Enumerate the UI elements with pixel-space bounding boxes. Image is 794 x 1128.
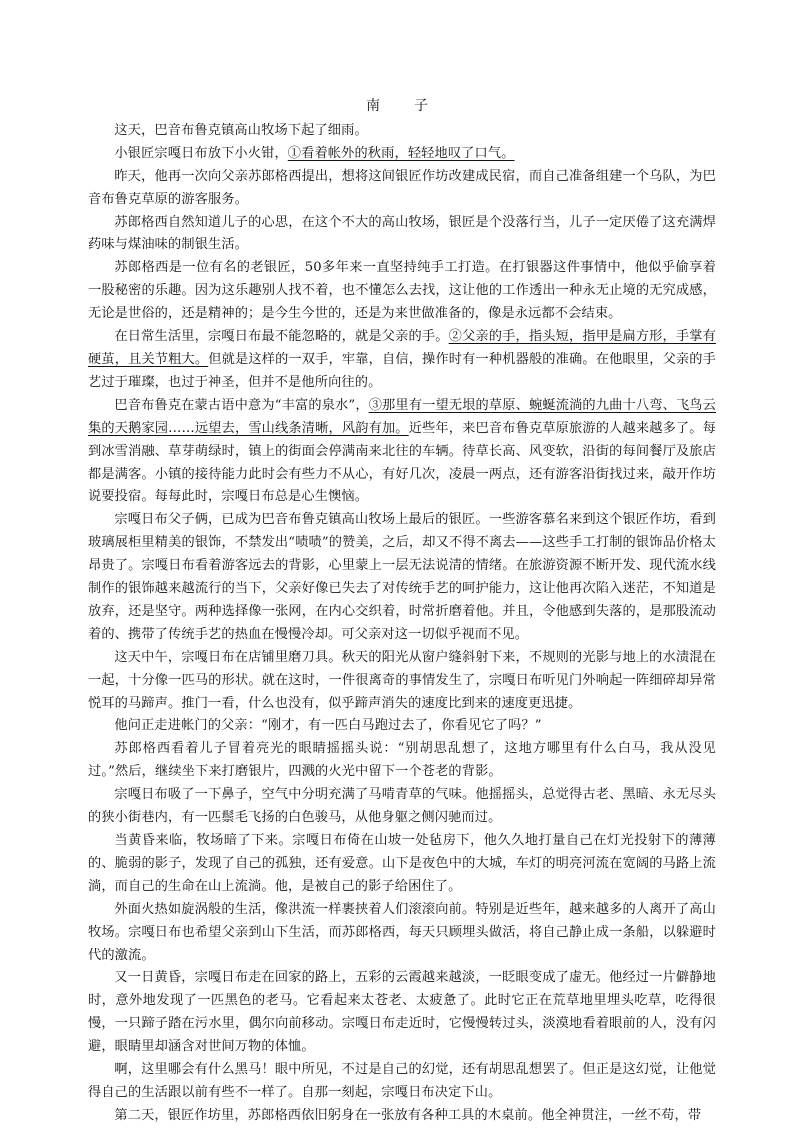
paragraph — [88, 257, 716, 326]
paragraph-text: 苏郎格西是一位有名的老银匠，50多年来一直坚持纯手工打造。在打银器这件事情中，他似乎偷享着一股秘密的乐趣。因为这乐趣别人找不着，也不懂怎么去找，这让他的工作透出一种永无止境的无究成感，无论是世俗的，还是精神的；是今生今世的，还是为来世做准备的，像是永远都不会结束。 — [88, 260, 716, 322]
paragraph — [88, 784, 716, 830]
paragraph-text: 近些年，来巴音布鲁克草原旅游的人越来越多了。每到冰雪消融、草芽萌绿时，镇上的街面会停满南来北往的车辆。待草长高、风变软，沿街的每间餐厅及旅店都是满客。小镇的接待能力此时会有些力不从心，有好几次，凌晨一两点，还有游客沿街找过来，敲开作坊说要投宿。每每此时，宗嘎日布总是心生懊恼。 — [88, 420, 716, 505]
paragraph-text: 第二天，银匠作坊里，苏郎格西依旧躬身在一张放有各种工具的木桌前。他全神贯注，一丝不苟，带 — [114, 1107, 702, 1123]
paragraph — [88, 326, 716, 395]
paragraph-text: 昨天，他再一次向父亲苏郎格西提出，想将这间银匠作坊改建成民宿，而自己准备组建一个乌队，为巴音布鲁克草原的游客服务。 — [88, 168, 716, 207]
paragraph — [88, 830, 716, 899]
paragraph — [88, 967, 716, 1059]
paragraph — [88, 647, 716, 716]
paragraph — [88, 212, 716, 258]
article-body — [88, 120, 716, 1128]
paragraph — [88, 1105, 716, 1128]
page-title: 南 子 — [366, 98, 438, 114]
document-page — [88, 95, 716, 1128]
paragraph-text: 这天，巴音布鲁克镇高山牧场下起了细雨。 — [114, 122, 368, 138]
paragraph — [88, 395, 716, 510]
paragraph-text: 在日常生活里，宗嘎日布最不能忽略的，就是父亲的手。 — [114, 329, 449, 345]
paragraph — [88, 1059, 716, 1105]
paragraph-text: 宗嘎日布父子俩，已成为巴音布鲁克镇高山牧场上最后的银匠。一些游客慕名来到这个银匠作坊，看到玻璃展柜里精美的银饰，不禁发出“啧啧”的赞美，之后，却又不得不离去——这些手工打制的银饰品价格太昂贵了。宗嘎日布看着游客远去的背影，心里蒙上一层无法说清的情绪。在旅游资源不断开发、现代流水线制作的银饰越来越流行的当下，父亲好像已失去了对传统手艺的呵护能力，这让他再次陷入迷茫，不知道是放弃，还是坚守。两种选择像一张网，在内心交织着，时常折磨着他。并且，令他感到失落的，是那股流动着的、携带了传统手艺的热血在慢慢冷却。可父亲对这一切似乎视而不见。 — [88, 512, 716, 642]
paragraph-text: 啊，这里哪会有什么黑马！眼中所见，不过是自己的幻觉，还有胡思乱想罢了。但正是这幻觉，让他觉得自己的生活跟以前有些不一样了。自那一刻起，宗嘎日布决定下山。 — [88, 1062, 716, 1100]
paragraph — [88, 166, 716, 212]
paragraph-text: 当黄昏来临，牧场暗了下来。宗嘎日布倚在山坡一处毡房下，他久久地打量自己在灯光投射下的薄薄的、脆弱的影子，发现了自己的孤独，还有爱意。山下是夜色中的大城，车灯的明亮河流在宽阔的马路上流淌，而自己的生命在山上流淌。他，是被自己的影子给困住了。 — [88, 833, 716, 894]
paragraph — [88, 143, 716, 166]
paragraph-text: 又一日黄昏，宗嘎日布走在回家的路上，五彩的云霞越来越淡，一眨眼变成了虚无。他经过一片僻静地时，意外地发现了一匹黑色的老马。它看起来太苍老、太疲惫了。此时它正在荒草地里埋头吃草，吃得很慢，一只蹄子踏在污水里，偶尔向前移动。宗嘎日布走近时，它慢慢转过头，淡漠地看着眼前的人，没有闪避，眼睛里却涵含对世间万物的体恤。 — [88, 970, 716, 1055]
paragraph-text: 苏郎格西看着儿子冒着亮光的眼睛摇摇头说：“别胡思乱想了，这地方哪里有什么白马，我从没见过。”然后，继续坐下来打磨银片，四溅的火光中留下一个苍老的背影。 — [88, 741, 716, 780]
underlined-passage: ③那里有一望无垠的草原、蜿蜒流淌的九曲十八弯、飞鸟云集的天鹅家园……远望去，雪山线条清晰，风韵有加。 — [88, 397, 716, 436]
paragraph-text: 巴音布鲁克在蒙古语中意为“丰富的泉水”， — [114, 397, 369, 413]
paragraph-text: 宗嘎日布吸了一下鼻子，空气中分明充满了马啃青草的气味。他摇摇头，总觉得古老、黑暗、永无尽头的狭小街巷内，有一匹鬃毛飞扬的白色骏马，从他身躯之侧闪驰而过。 — [88, 787, 716, 826]
paragraph-text: 他问正走进帐门的父亲：“刚才，有一匹白马跑过去了，你看见它了吗？” — [114, 718, 542, 734]
underlined-passage: ①看着帐外的秋雨，轻轻地叹了口气。 — [287, 145, 515, 161]
paragraph-text: 苏郎格西自然知道儿子的心思，在这个不大的高山牧场，银匠是个没落行当，儿子一定厌倦了这充满焊药味与煤油味的制银生活。 — [88, 214, 716, 253]
paragraph-text: 这天中午，宗嘎日布在店铺里磨刀具。秋天的阳光从窗户缝斜射下来，不规则的光影与地上的水渍混在一起，十分像一匹马的形状。就在这时，一件很离奇的事情发生了，宗嘎日布听见门外响起一阵细碎却异常悦耳的马蹄声。推门一看，什么也没有，似乎蹄声消失的速度比到来的速度更迅捷。 — [88, 649, 716, 711]
paragraph — [88, 738, 716, 784]
paragraph — [88, 899, 716, 968]
paragraph-text: 外面火热如旋涡般的生活，像洪流一样裹挟着人们滚滚向前。特别是近些年，越来越多的人离开了高山牧场。宗嘎日布也希望父亲到山下生活，而苏郎格西，每天只顾埋头做活，将自己静止成一条船，以躲避时代的激流。 — [88, 901, 716, 963]
paragraph-text: 小银匠宗嘎日布放下小火钳， — [114, 145, 288, 161]
paragraph — [88, 715, 716, 738]
underlined-passage: ②父亲的手，指头短，指甲是扁方形，手掌有硬茧，且关节粗大。 — [88, 329, 717, 367]
paragraph — [88, 509, 716, 646]
paragraph-text: 但就是这样的一双手，牢靠，自信，操作时有一种机器般的准确。在他眼里，父亲的手艺过于璀璨，也过于神圣，但并不是他所向往的。 — [88, 351, 716, 390]
paragraph — [88, 120, 716, 143]
